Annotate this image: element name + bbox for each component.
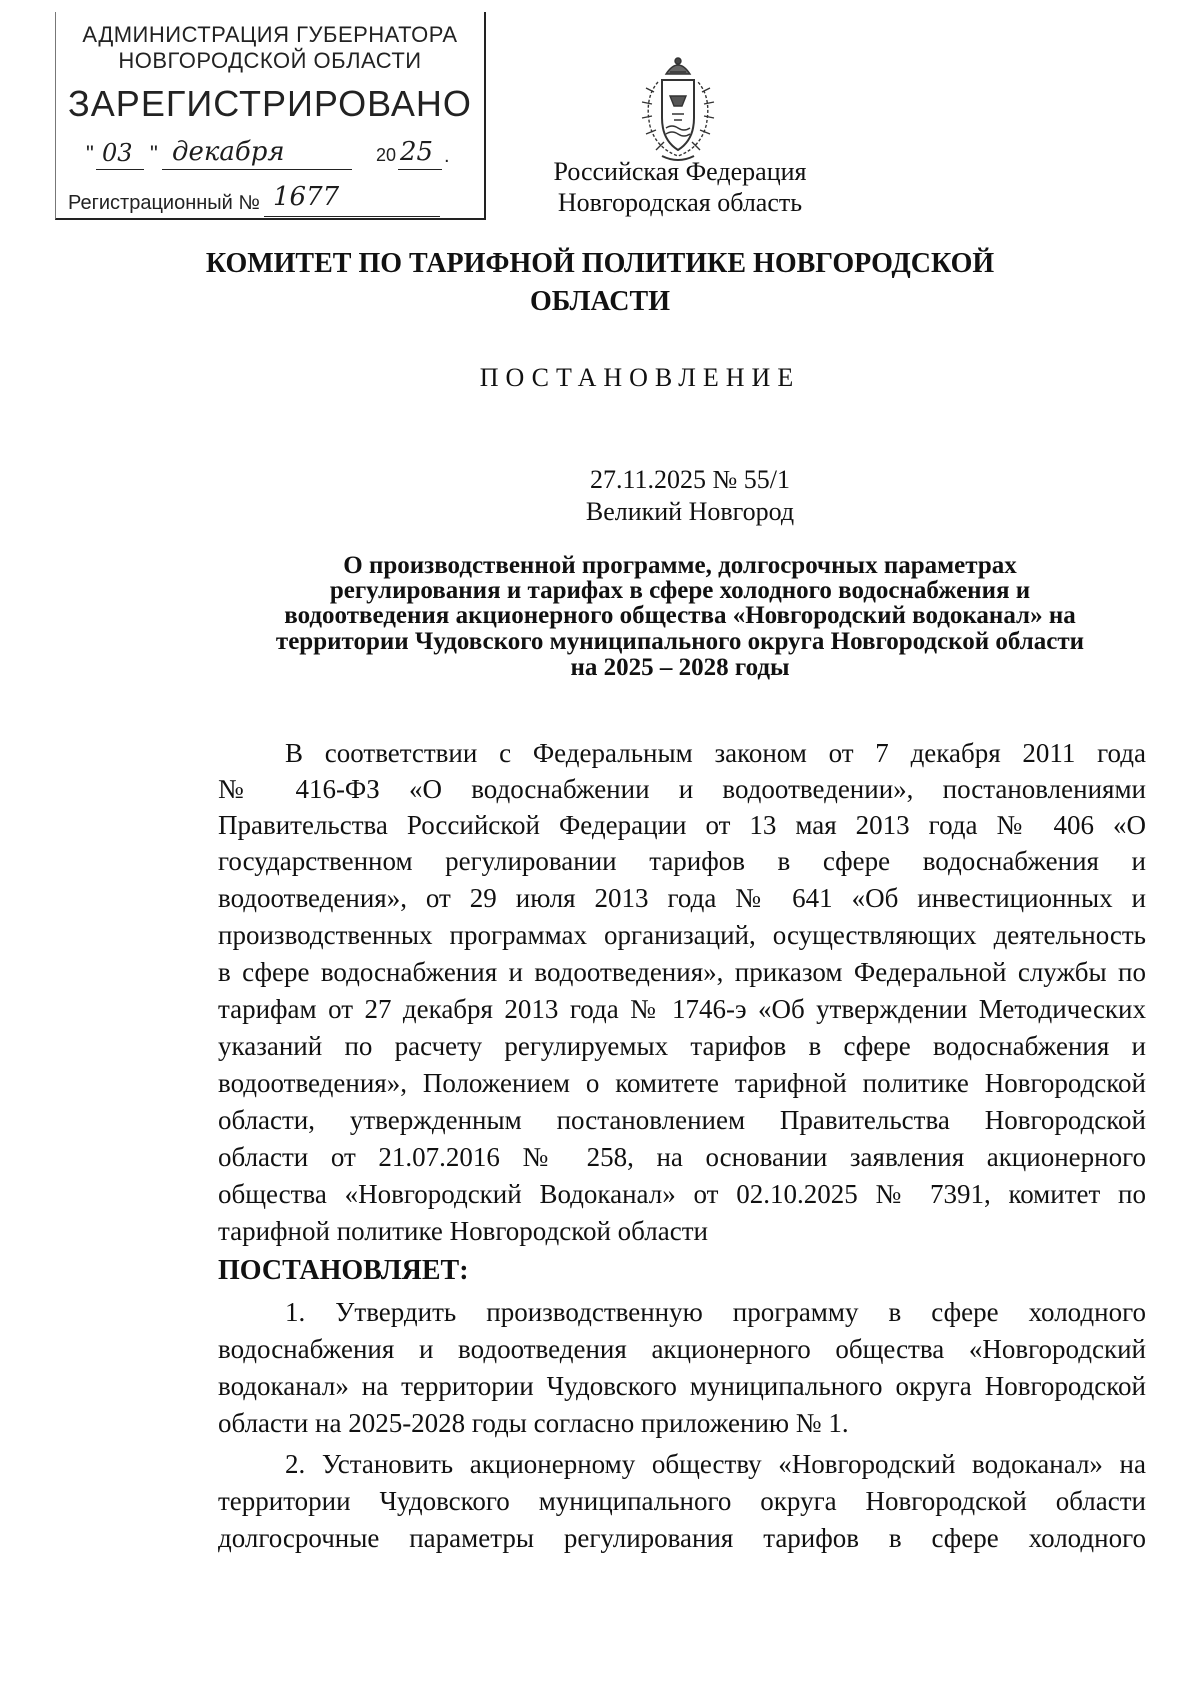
- item-1-line: водоснабжения и водоотведения акционерного общества «Новгородский: [218, 1334, 1146, 1364]
- item-2-line: долгосрочные параметры регулирования тарифов в сфере холодного: [218, 1523, 1146, 1553]
- document-title-line: на 2025 – 2028 годы: [570, 654, 790, 681]
- document-title-line: регулирования и тарифах в сфере холодного водоснабжения и: [329, 577, 1031, 604]
- preamble-line: Правительства Российской Федерации от 13 мая 2013 года № 406 «О: [218, 810, 1146, 840]
- stamp-year-prefix: 20: [376, 145, 397, 165]
- preamble-line: указаний по расчету регулируемых тарифов в сфере водоснабжения и: [218, 1031, 1146, 1061]
- preamble-line: общества «Новгородский Водоканал» от 02.10.2025 № 7391, комитет по: [218, 1179, 1146, 1209]
- stamp-year-suffix: 25: [400, 137, 434, 167]
- committee-name-line-1: КОМИТЕТ ПО ТАРИФНОЙ ПОЛИТИКЕ НОВГОРОДСКОЙ: [205, 248, 995, 279]
- preamble-line: государственном регулировании тарифов в сфере водоснабжения и: [218, 846, 1146, 876]
- preamble-line: области, утвержденным постановлением Правительства Новгородской: [218, 1105, 1146, 1135]
- preamble-line: тарифной политике Новгородской области: [218, 1216, 708, 1246]
- preamble-line: № 416-ФЗ «О водоснабжении и водоотведении», постановлениями: [218, 774, 1146, 804]
- resolves-heading: ПОСТАНОВЛЯЕТ:: [218, 1255, 469, 1286]
- item-2-line: территории Чудовского муниципального округа Новгородской области: [218, 1486, 1146, 1516]
- registration-stamp: [55, 12, 486, 220]
- preamble-line: В соответствии с Федеральным законом от 7 декабря 2011 года: [285, 738, 1146, 768]
- committee-name-line-2: ОБЛАСТИ: [530, 286, 670, 317]
- item-2-line: 2. Установить акционерному обществу «Новгородский водоканал» на: [285, 1449, 1146, 1479]
- item-1-line: 1. Утвердить производственную программу в сфере холодного: [285, 1297, 1146, 1327]
- preamble-line: водоотведения», Положением о комитете тарифной политике Новгородской: [218, 1068, 1146, 1098]
- document-number: 27.11.2025 № 55/1: [589, 465, 791, 494]
- stamp-month: декабря: [172, 137, 285, 167]
- stamp-org-line-2: НОВГОРОДСКОЙ ОБЛАСТИ: [118, 48, 422, 73]
- document-title-line: территории Чудовского муниципального округа Новгородской области: [275, 628, 1085, 655]
- country-name: Российская Федерация: [553, 157, 807, 186]
- document-type: ПОСТАНОВЛЕНИЕ: [479, 363, 801, 392]
- stamp-reg-number: 1677: [273, 182, 340, 212]
- item-1-line: области на 2025-2028 годы согласно приложению № 1.: [218, 1408, 849, 1438]
- document-title-line: О производственной программе, долгосрочных параметрах: [343, 552, 1017, 579]
- preamble-line: производственных программах организаций, осуществляющих деятельность: [218, 920, 1146, 950]
- item-1-line: водоканал» на территории Чудовского муниципального округа Новгородской: [218, 1371, 1146, 1401]
- stamp-registration: [68, 182, 488, 222]
- stamp-reg-label: Регистрационный №: [68, 192, 260, 214]
- preamble-line: водоотведения», от 29 июля 2013 года № 641 «Об инвестиционных и: [218, 883, 1146, 913]
- document-title-line: водоотведения акционерного общества «Новгородский водоканал» на: [284, 602, 1076, 629]
- region-name: Новгородская область: [557, 188, 803, 217]
- document-city: Великий Новгород: [585, 497, 795, 526]
- stamp-date: " 03 " декабря 20 25 .: [86, 137, 486, 177]
- stamp-day: 03: [102, 139, 133, 167]
- coat-of-arms-emblem: [636, 52, 720, 164]
- preamble-line: в сфере водоснабжения и водоотведения», приказом Федеральной службы по: [218, 957, 1146, 987]
- stamp-status: ЗАРЕГИСТРИРОВАНО: [68, 83, 472, 124]
- preamble-line: тарифам от 27 декабря 2013 года № 1746-э «Об утверждении Методических: [218, 994, 1146, 1024]
- preamble-line: области от 21.07.2016 № 258, на основании заявления акционерного: [218, 1142, 1146, 1172]
- stamp-org-line-1: АДМИНИСТРАЦИЯ ГУБЕРНАТОРА: [82, 22, 458, 47]
